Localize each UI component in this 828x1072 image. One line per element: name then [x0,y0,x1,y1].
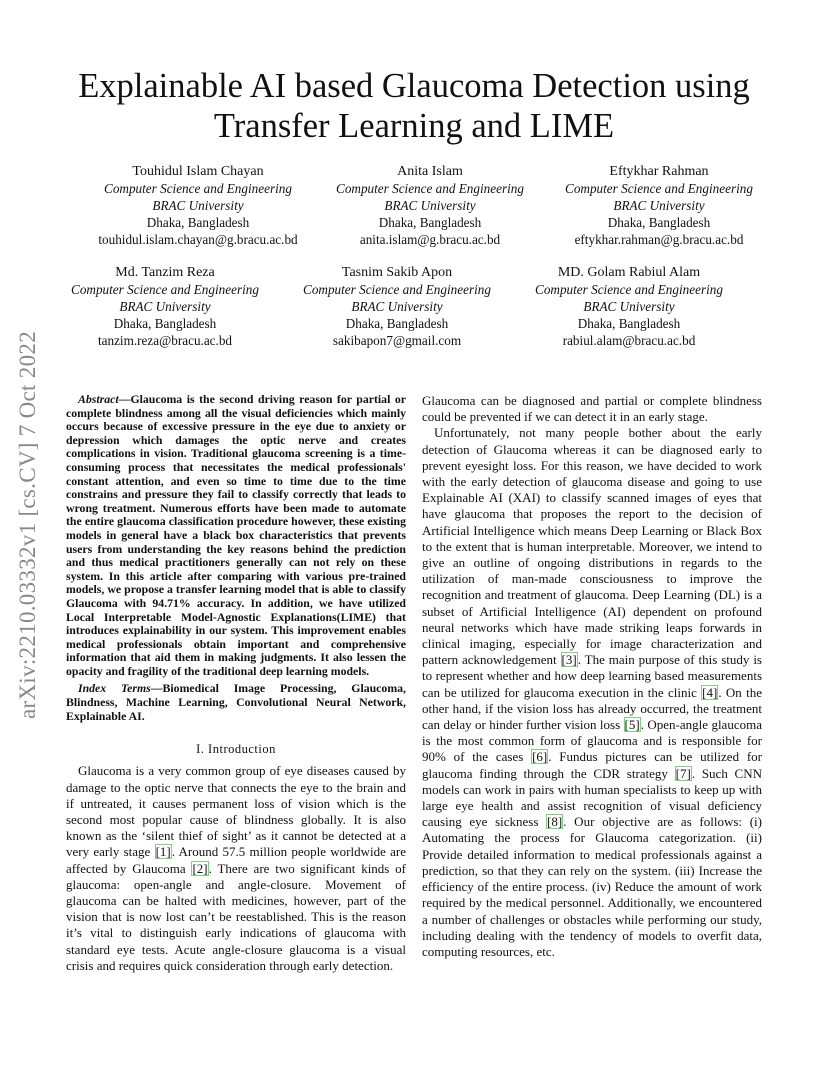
citation-link[interactable]: [7] [675,765,691,781]
author-department: Computer Science and Engineering [565,181,753,196]
author-block-2 [305,163,555,248]
index-terms-text: —Biomedical Image Processing, Glaucoma, Blindness, Machine Learning, Convolutional Neural Network, Explainable AI. [66,681,406,723]
author-department: Computer Science and Engineering [336,181,524,196]
intro-paragraph-2: Unfortunately, not many people bother about the early detection of Glaucoma whereas it can be diagnosed early to prevent eyesight loss. For this reason, we have decided to work with the early detection of glaucoma disease and going to use Explainable AI (XAI) to classify scanned images of eyes that have glaucoma that proposes the report to the decision of Artificial Intelligence which means Deep Learning or Black Box to the extent that is human interpretable. Moreover, we intend to give an outline of ongoing distributions in regards to the utilization of man-made consciousness to improve the recognition and treatment of glaucoma. Deep Learning (DL) is a subset of Artificial Intelligence (AI) dependent on profound neural networks which have made striking leaps forwards in clinical imaging, especially for image characterization and pattern acknowledgement [3]. The main purpose of this study is to represent whether and how deep learning based measurements can be utilized for glaucoma execution in the clinic [4]. On the other hand, if the vision loss has already occurred, the treatment can delay or hinder further vision loss [5]. Open-angle glaucoma is the most common form of glaucoma and is responsible for 90% of the cases [6]. Fundus pictures can be utilized for glaucoma finding through the CDR strategy [7]. Such CNN models can work in pairs with human specialists to keep up with large eye health and assist recognition of visual deficiency causing eye sickness [8]. Our objective are as follows: (i) Automating the process for Glaucoma categorization. (ii) Provide detailed information to medical professionals against a prediction, so that they can rely on the system. (iii) Increase the efficiency of the entire process. (iv) Reduce the amount of work required by the medical personnel. Additionally, we encountered a number of challenges or obstacles while performing our study, including dealing with the tendency of models to overfit data, computing resources, etc. [422,425,763,959]
author-university: BRAC University [152,198,244,213]
paper-title-line-2: Transfer Learning and LIME [213,107,615,145]
author-block-6 [504,264,754,349]
author-name: Tasnim Sakib Apon [341,265,453,280]
author-location: Dhaka, Bangladesh [607,215,711,230]
abstract-text: —Glaucoma is the second driving reason for partial or complete blindness among all the visual deficiencies which mainly occurs because of excessive pressure in the eye due to anxiety or depression which damages the optic nerve and creates complications in vision. Traditional glaucoma screening is a time-consuming process that necessitates the medical professionals' constant attention, and even so time to time due to the time constrains and pressure they fail to classify correctly that leads to wrong treatment. Numerous efforts have been made to automate the entire glaucoma classification procedure however, these existing models in general have a black box characteristics that prevents users from understanding the key reasons behind the prediction and thus medical practitioners generally can not rely on these system. In this article after comparing with various pre-trained models, we propose a transfer learning model that is able to classify Glaucoma with 94.71% accuracy. In addition, we have utilized Local Interpretable Model-Agnostic Explanations(LIME) that introduces explainability in our system. This improvement enables medical professionals obtain important and comprehensive information that aid them in making judgments. It also lessen the opacity and fragility of the traditional deep learning models. [66,392,406,678]
author-university: BRAC University [384,198,476,213]
author-email[interactable]: touhidul.islam.chayan@g.bracu.ac.bd [98,232,298,247]
author-department: Computer Science and Engineering [71,282,259,297]
arxiv-identifier: arXiv:2210.03332v1 [cs.CV] 7 Oct 2022 [15,331,40,719]
author-university: BRAC University [119,299,211,314]
author-university: BRAC University [583,299,675,314]
author-location: Dhaka, Bangladesh [378,215,482,230]
author-name: Touhidul Islam Chayan [132,164,264,179]
arxiv-identifier-sidebar [6,290,50,760]
author-name: Md. Tanzim Reza [115,265,215,280]
author-name: Eftykhar Rahman [609,164,709,179]
paper-title-line-1: Explainable AI based Glaucoma Detection using [78,67,750,105]
author-name: MD. Golam Rabiul Alam [557,265,701,280]
author-email[interactable]: sakibapon7@gmail.com [332,333,462,348]
author-location: Dhaka, Bangladesh [146,215,250,230]
citation-link[interactable]: [4] [702,684,718,700]
intro-paragraph-continued: Glaucoma can be diagnosed and partial or complete blindness could be prevented if we can detect it in an early stage. [422,393,762,425]
author-location: Dhaka, Bangladesh [577,316,681,331]
author-department: Computer Science and Engineering [104,181,292,196]
citation-link[interactable]: [1] [155,844,171,860]
author-email[interactable]: rabiul.alam@bracu.ac.bd [562,333,696,348]
author-location: Dhaka, Bangladesh [113,316,217,331]
citation-link[interactable]: [2] [192,860,208,876]
author-location: Dhaka, Bangladesh [345,316,449,331]
author-email[interactable]: tanzim.reza@bracu.ac.bd [97,333,233,348]
right-column [422,393,762,960]
author-block-1 [73,163,323,248]
citation-link[interactable]: [5] [624,717,640,733]
author-department: Computer Science and Engineering [535,282,723,297]
author-university: BRAC University [351,299,443,314]
citation-link[interactable]: [3] [561,652,577,668]
author-block-4 [40,264,290,349]
intro-paragraph-1: Glaucoma is a very common group of eye diseases caused by damage to the optic nerve that connects the eye to the brain and if untreated, it causes permanent loss of vision which is the second most popular cause of blindness globally. It is also known as the ‘silent thief of sight’ as it cannot be detected at a very early stage [1]. Around 57.5 million people worldwide are affected by Glaucoma [2]. There are two significant kinds of glaucoma: open-angle and angle-closure. Movement of glaucoma can be halted with medicines, however, part of the vision that is now lost can’t be reestablished. This is the reason it’s vital to distinguish early indications of glaucoma with standard eye tests. Acute angle-closure glaucoma is a visual crisis and requires quick consideration through early detection. [66,763,406,973]
author-university: BRAC University [613,198,705,213]
left-column [66,393,406,974]
abstract-label: Abstract [78,392,119,406]
index-terms [66,682,406,723]
author-block-5 [272,264,522,349]
author-block-3 [534,163,784,248]
index-terms-label: Index Terms [78,681,151,696]
paper-title [60,66,768,146]
author-email[interactable]: eftykhar.rahman@g.bracu.ac.bd [574,232,744,247]
author-email[interactable]: anita.islam@g.bracu.ac.bd [359,232,501,247]
author-name: Anita Islam [397,164,463,179]
section-heading-introduction: I. Introduction [196,742,276,757]
abstract [66,393,406,678]
author-department: Computer Science and Engineering [303,282,491,297]
citation-link[interactable]: [6] [532,749,548,765]
citation-link[interactable]: [8] [547,814,563,830]
